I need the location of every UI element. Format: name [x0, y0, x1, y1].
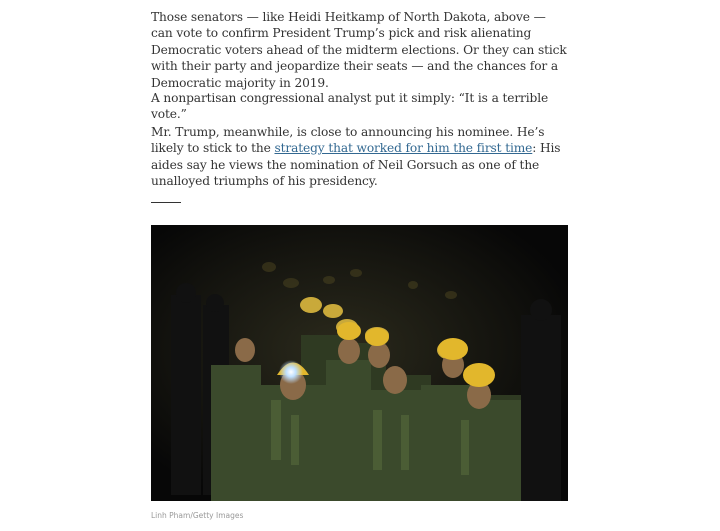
- article-link[interactable]: strategy that worked for him the first time: [274, 141, 533, 156]
- section-divider: [151, 202, 181, 203]
- photo-illustration: [151, 225, 568, 501]
- paragraph: [151, 124, 569, 190]
- paragraph: Those senators — like Heidi Heitkamp of North Dakota, above — can vote to confirm President Trump’s pick and risk alienating Democratic voters ahead of the midterm elections. Or they can stick with their party and jeopardize their seats — and the chances for a Democratic majority in 2019.: [151, 10, 567, 90]
- paragraph-text: : His aides say he views the nomination of Neil Gorsuch as one of the unalloyed triumphs of his presidency.: [151, 141, 561, 189]
- photo-credit: Linh Pham/Getty Images: [151, 511, 244, 520]
- paragraph-text: Mr. Trump, meanwhile, is close to announcing his nominee. He’s likely to stick to the: [151, 125, 545, 156]
- news-photo: [151, 225, 568, 501]
- paragraph: A nonpartisan congressional analyst put it simply: “It is a terrible vote.”: [151, 91, 549, 122]
